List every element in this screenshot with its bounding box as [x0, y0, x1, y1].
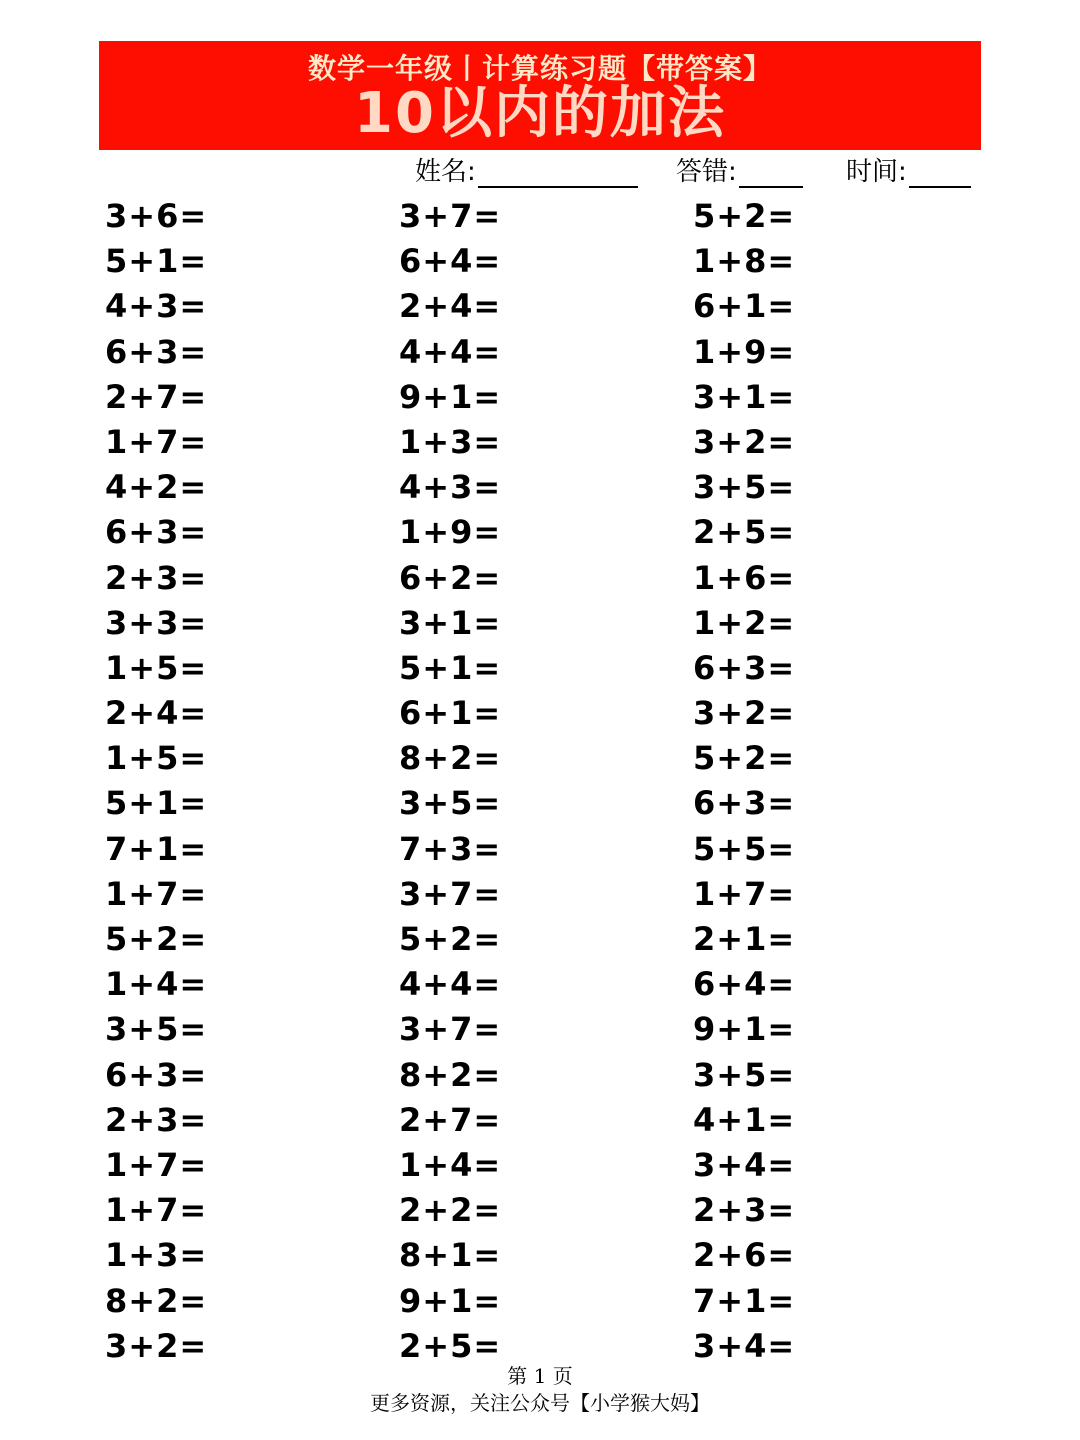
problem-item: 1+7= — [105, 874, 208, 913]
problem-item: 1+3= — [105, 1236, 208, 1275]
problem-item: 5+1= — [399, 648, 502, 687]
problem-item: 8+2= — [399, 739, 502, 778]
problem-item: 2+3= — [105, 558, 208, 597]
problem-item: 6+3= — [105, 1055, 208, 1094]
problem-item: 1+7= — [105, 1191, 208, 1230]
problem-item: 4+3= — [399, 468, 502, 507]
problem-item: 6+1= — [399, 694, 502, 733]
problem-item: 4+1= — [693, 1100, 796, 1139]
problem-item: 2+3= — [105, 1100, 208, 1139]
problem-item: 3+4= — [693, 1326, 796, 1365]
problem-item: 3+5= — [105, 1010, 208, 1049]
problem-item: 6+1= — [693, 287, 796, 326]
problem-item: 1+2= — [693, 603, 796, 642]
time-field — [846, 154, 971, 188]
problem-item: 3+4= — [693, 1145, 796, 1184]
problem-item: 4+4= — [399, 965, 502, 1004]
problem-column-2 — [399, 194, 659, 1369]
problem-item: 5+1= — [105, 784, 208, 823]
problem-item: 1+7= — [105, 1145, 208, 1184]
problem-item: 3+2= — [693, 694, 796, 733]
problem-item: 5+5= — [693, 829, 796, 868]
problem-column-1 — [105, 194, 365, 1369]
problem-item: 3+2= — [105, 1326, 208, 1365]
problem-item: 2+2= — [399, 1191, 502, 1230]
problem-item: 3+5= — [399, 784, 502, 823]
problem-item: 6+3= — [105, 332, 208, 371]
problem-item: 1+5= — [105, 648, 208, 687]
problem-item: 6+3= — [693, 784, 796, 823]
problem-item: 3+2= — [693, 422, 796, 461]
problem-item: 6+3= — [105, 513, 208, 552]
problem-item: 3+5= — [693, 468, 796, 507]
problem-item: 4+3= — [105, 287, 208, 326]
problem-item: 2+5= — [693, 513, 796, 552]
worksheet-subtitle: 数学一年级丨计算练习题【带答案】 — [307, 52, 772, 85]
problem-item: 9+1= — [693, 1010, 796, 1049]
problem-item: 3+7= — [399, 197, 502, 235]
problem-item: 5+2= — [399, 920, 502, 958]
time-blank[interactable] — [909, 160, 971, 188]
problem-item: 4+4= — [399, 332, 502, 371]
page-number: 第 1 页 — [507, 1364, 573, 1388]
problem-item: 1+7= — [105, 422, 208, 461]
problem-item: 1+4= — [399, 1145, 502, 1184]
footer-note: 更多资源，关注公众号【小学猴大妈】 — [370, 1391, 710, 1415]
problem-item: 6+2= — [399, 558, 502, 597]
wrong-count-field — [676, 154, 803, 188]
problem-item: 6+4= — [693, 965, 796, 1004]
problem-item: 7+3= — [399, 829, 502, 868]
problem-item: 5+2= — [693, 197, 796, 235]
problem-item: 2+4= — [399, 287, 502, 326]
problem-item: 7+1= — [693, 1281, 796, 1320]
problem-item: 3+1= — [399, 603, 502, 642]
problem-item: 2+7= — [399, 1100, 502, 1139]
problem-item: 9+1= — [399, 1281, 502, 1320]
problem-column-3 — [693, 194, 953, 1369]
problem-item: 3+7= — [399, 1010, 502, 1049]
name-blank[interactable] — [478, 160, 638, 188]
time-label: 时间: — [846, 157, 907, 187]
problem-item: 1+9= — [399, 513, 502, 552]
problem-item: 1+6= — [693, 558, 796, 597]
problem-item: 3+6= — [105, 197, 208, 235]
problem-item: 6+3= — [693, 648, 796, 687]
problem-item: 3+5= — [693, 1055, 796, 1094]
problem-item: 1+3= — [399, 422, 502, 461]
problem-item: 3+7= — [399, 874, 502, 913]
problem-item: 2+3= — [693, 1191, 796, 1230]
worksheet-title: 10以内的加法 — [354, 81, 726, 146]
problem-item: 2+6= — [693, 1236, 796, 1275]
problem-item: 8+2= — [105, 1281, 208, 1320]
problem-item: 2+4= — [105, 694, 208, 733]
problem-item: 1+9= — [693, 332, 796, 371]
problem-item: 8+1= — [399, 1236, 502, 1275]
name-field — [415, 154, 638, 188]
problem-item: 2+7= — [105, 377, 208, 416]
problem-item: 5+2= — [105, 920, 208, 958]
problem-item: 5+2= — [693, 739, 796, 778]
problem-item: 4+2= — [105, 468, 208, 507]
problem-item: 1+8= — [693, 242, 796, 281]
problem-item: 3+1= — [693, 377, 796, 416]
wrong-count-blank[interactable] — [739, 160, 803, 188]
problem-item: 9+1= — [399, 377, 502, 416]
problem-item: 2+5= — [399, 1326, 502, 1365]
name-label: 姓名: — [415, 157, 476, 187]
problem-item: 7+1= — [105, 829, 208, 868]
problem-item: 3+3= — [105, 603, 208, 642]
wrong-count-label: 答错: — [676, 157, 737, 187]
problem-item: 1+7= — [693, 874, 796, 913]
problem-item: 6+4= — [399, 242, 502, 281]
problem-item: 8+2= — [399, 1055, 502, 1094]
problem-item: 2+1= — [693, 920, 796, 958]
problem-item: 1+4= — [105, 965, 208, 1004]
problem-item: 1+5= — [105, 739, 208, 778]
header-banner — [99, 41, 981, 150]
problem-item: 5+1= — [105, 242, 208, 281]
